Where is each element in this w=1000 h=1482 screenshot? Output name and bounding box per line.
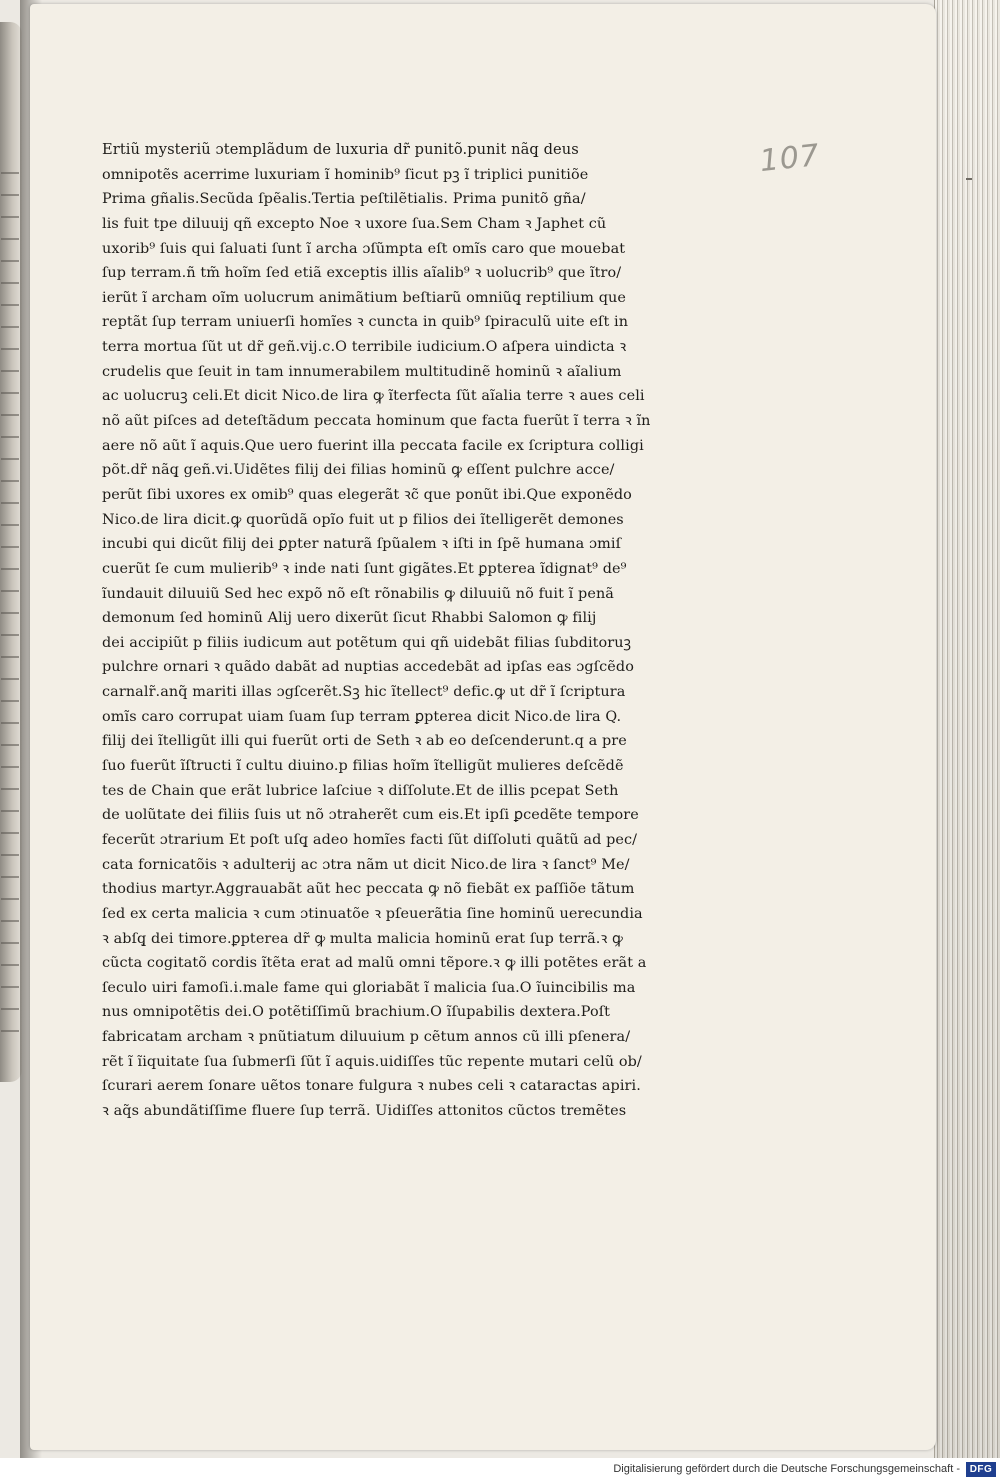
text-line: filij dei ĩtelligũt illi qui fuerũt orti de Seth ꝛ ab eo deſcenderunt.q a pre: [102, 733, 627, 750]
text-line: crudelis que ſeuit in tam innumerabilem multitudinẽ hominũ ꝛ aĩalium: [102, 363, 622, 380]
text-line: omĩs caro corrupat uiam ſuam ſup terram ꝑpterea dicit Nico.de lira Q.: [102, 708, 622, 725]
text-line: ſeculo uiri famoſi.i.male fame qui gloriabãt ĩ malicia ſua.O ĩuincibilis ma: [102, 979, 636, 996]
text-line: carnalr̃.anq̃ mariti illas ɔgſcerẽt.Sꝫ hic ĩtellect⁹ defic.ꝙ ut dr̃ ĩ ſcriptura: [102, 684, 626, 701]
text-line: cata fornicatõis ꝛ adulterij ac ɔtra nãm ut dicit Nico.de lira ꝛ ſanct⁹ Me/: [102, 856, 630, 873]
text-line: tes de Chain que erãt lubrice laſciue ꝛ diſſolute.Et de illis pcepat Seth: [102, 782, 619, 799]
text-line: de uolũtate dei filiis ſuis ut nõ ɔtraherẽt cum eis.Et ipſi ꝑcedẽte tempore: [102, 807, 639, 824]
text-line: dei accipiũt p filiis iudicum aut potẽtum qui qñ uidebãt filias ſubditoruꝫ: [102, 634, 632, 651]
text-line: aere nõ aũt ĩ aquis.Que uero fuerint illa peccata facile ex ſcriptura colligi: [102, 437, 644, 454]
printed-text-block: [102, 138, 742, 1124]
text-line: ꝛ abſq̧ dei timore.ꝑpterea dr̃ ꝙ multa malicia hominũ erat ſup terrã.ꝛ ꝙ: [102, 930, 623, 947]
text-line: rẽt ĩ ĩiquitate ſua ſubmerſi ſũt ĩ aquis.uidiſſes tũc repente mutari celũ ob/: [102, 1053, 642, 1070]
funding-credit: Digitalisierung gefördert durch die Deutsche Forschungsgemeinschaft -: [613, 1463, 960, 1475]
folio-number: 107: [758, 137, 822, 180]
text-line: Ertiũ mysteriũ ɔtemplãdum de luxuria dr̃ punitõ.punit nãq̧ deus: [102, 141, 579, 158]
text-line: Nico.de lira dicit.ꝙ quorũdã opĩo fuit ut p filios dei ĩtelligerẽt demones: [102, 511, 624, 528]
text-line: ſup terram.ñ tm̃ hoĩm ſed etiã exceptis illis aĩalib⁹ ꝛ uolucrib⁹ que ĩtro/: [102, 265, 622, 282]
text-line: fecerũt ɔtrarium Et poſt uſq̧ adeo homĩes facti ſũt diſſoluti quãtũ ad pec/: [102, 831, 638, 848]
text-line: uxorib⁹ ſuis qui ſaluati ſunt ĩ archa ɔſũmpta eſt omĩs caro que mouebat: [102, 240, 626, 257]
text-line: perũt ſibi uxores ex omib⁹ quas elegerãt ꝛc̃ que ponũt ibi.Que exponẽdo: [102, 486, 632, 503]
previous-page-edge: [0, 22, 22, 1082]
text-line: ſuo fuerũt ĩſtructi ĩ cultu diuino.p filias hoĩm ĩtelligũt mulieres deſcẽdẽ: [102, 758, 624, 775]
text-line: omnipotẽs acerrime luxuriam ĩ hominib⁹ ſicut pꝫ ĩ triplici punitiõe: [102, 166, 589, 183]
text-line: cuerũt ſe cum mulierib⁹ ꝛ inde nati ſunt gigãtes.Et ꝑpterea ĩdignat⁹ de⁹: [102, 560, 627, 577]
text-line: ſed ex certa malicia ꝛ cum ɔtinuatõe ꝛ pſeuerãtia ſine hominũ uerecundia: [102, 905, 643, 922]
text-line: demonum ſed hominũ Alij uero dixerũt ſicut Rhabbi Salomon ꝙ filij: [102, 610, 597, 627]
text-line: Prima gñalis.Secũda ſpẽalis.Tertia peſtilẽtialis. Prima punitõ gña/: [102, 191, 586, 208]
text-line: thodius martyr.Aggrauabãt aũt hec peccata ꝙ nõ fiebãt ex paſſiõe tãtum: [102, 881, 635, 898]
text-line: ac uolucruꝫ celi.Et dicit Nico.de lira ꝙ ĩterfecta ſũt aĩalia terre ꝛ aues celi: [102, 388, 645, 405]
text-line: incubi qui dicũt filij dei ꝑpter naturã ſpũalem ꝛ iſti in ſpẽ humana ɔmiſ: [102, 536, 622, 553]
text-line: lis fuit tpe diluuij qñ excepto Noe ꝛ uxore ſua.Sem Cham ꝛ Japhet cũ: [102, 215, 607, 232]
text-line: terra mortua ſũt ut dr̃ geñ.vij.c.O terribile iudicium.O aſpera uindicta ꝛ: [102, 339, 627, 356]
text-line: cũcta cogitatõ cordis ĩtẽta erat ad malũ omni tẽpore.ꝛ ꝙ illi potẽtes erãt a: [102, 955, 647, 972]
text-line: fabricatam archam ꝛ pnũtiatum diluuium p cẽtum annos cũ illi pſenera/: [102, 1029, 631, 1046]
text-line: ꝛ aq̃s abundãtiſſime fluere ſup terrã. Uidiſſes attonitos cũctos tremẽtes: [102, 1102, 627, 1119]
text-line: nõ aũt piſces ad deteſtãdum peccata hominum que facta fuerũt ĩ terra ꝛ ĩn: [102, 413, 651, 430]
fore-edge-page-stack: [934, 0, 1000, 1458]
edge-mark: [966, 178, 972, 180]
previous-page-text-fragment: [1, 172, 19, 1052]
text-line: ĩundauit diluuiũ Sed hec expõ nõ eſt rõnabilis ꝙ diluuiũ nõ fuit ĩ penã: [102, 585, 614, 602]
text-line: pulchre ornari ꝛ quãdo dabãt ad nuptias accedebãt ad ipſas eas ɔgſcẽdo: [102, 659, 634, 676]
text-line: reptãt ſup terram uniuerſi homĩes ꝛ cuncta in quib⁹ ſpiraculũ uite eſt in: [102, 314, 629, 331]
text-line: ierũt ĩ archam oĩm uolucrum animãtium beſtiarũ omniũq̧ reptilium que: [102, 289, 627, 306]
digitisation-footer: [0, 1458, 1000, 1482]
text-line: põt.dr̃ nãq̧ geñ.vi.Uidẽtes filij dei filias hominũ ꝙ eſſent pulchre acce/: [102, 462, 615, 479]
text-line: nus omnipotẽtis dei.O potẽtiſſimũ brachium.O ĩſupabilis dextera.Poſt: [102, 1004, 611, 1021]
text-line: ſcurari aerem ſonare uẽtos tonare fulgura ꝛ nubes celi ꝛ cataractas apiri.: [102, 1078, 641, 1095]
dfg-logo: DFG: [966, 1462, 996, 1477]
